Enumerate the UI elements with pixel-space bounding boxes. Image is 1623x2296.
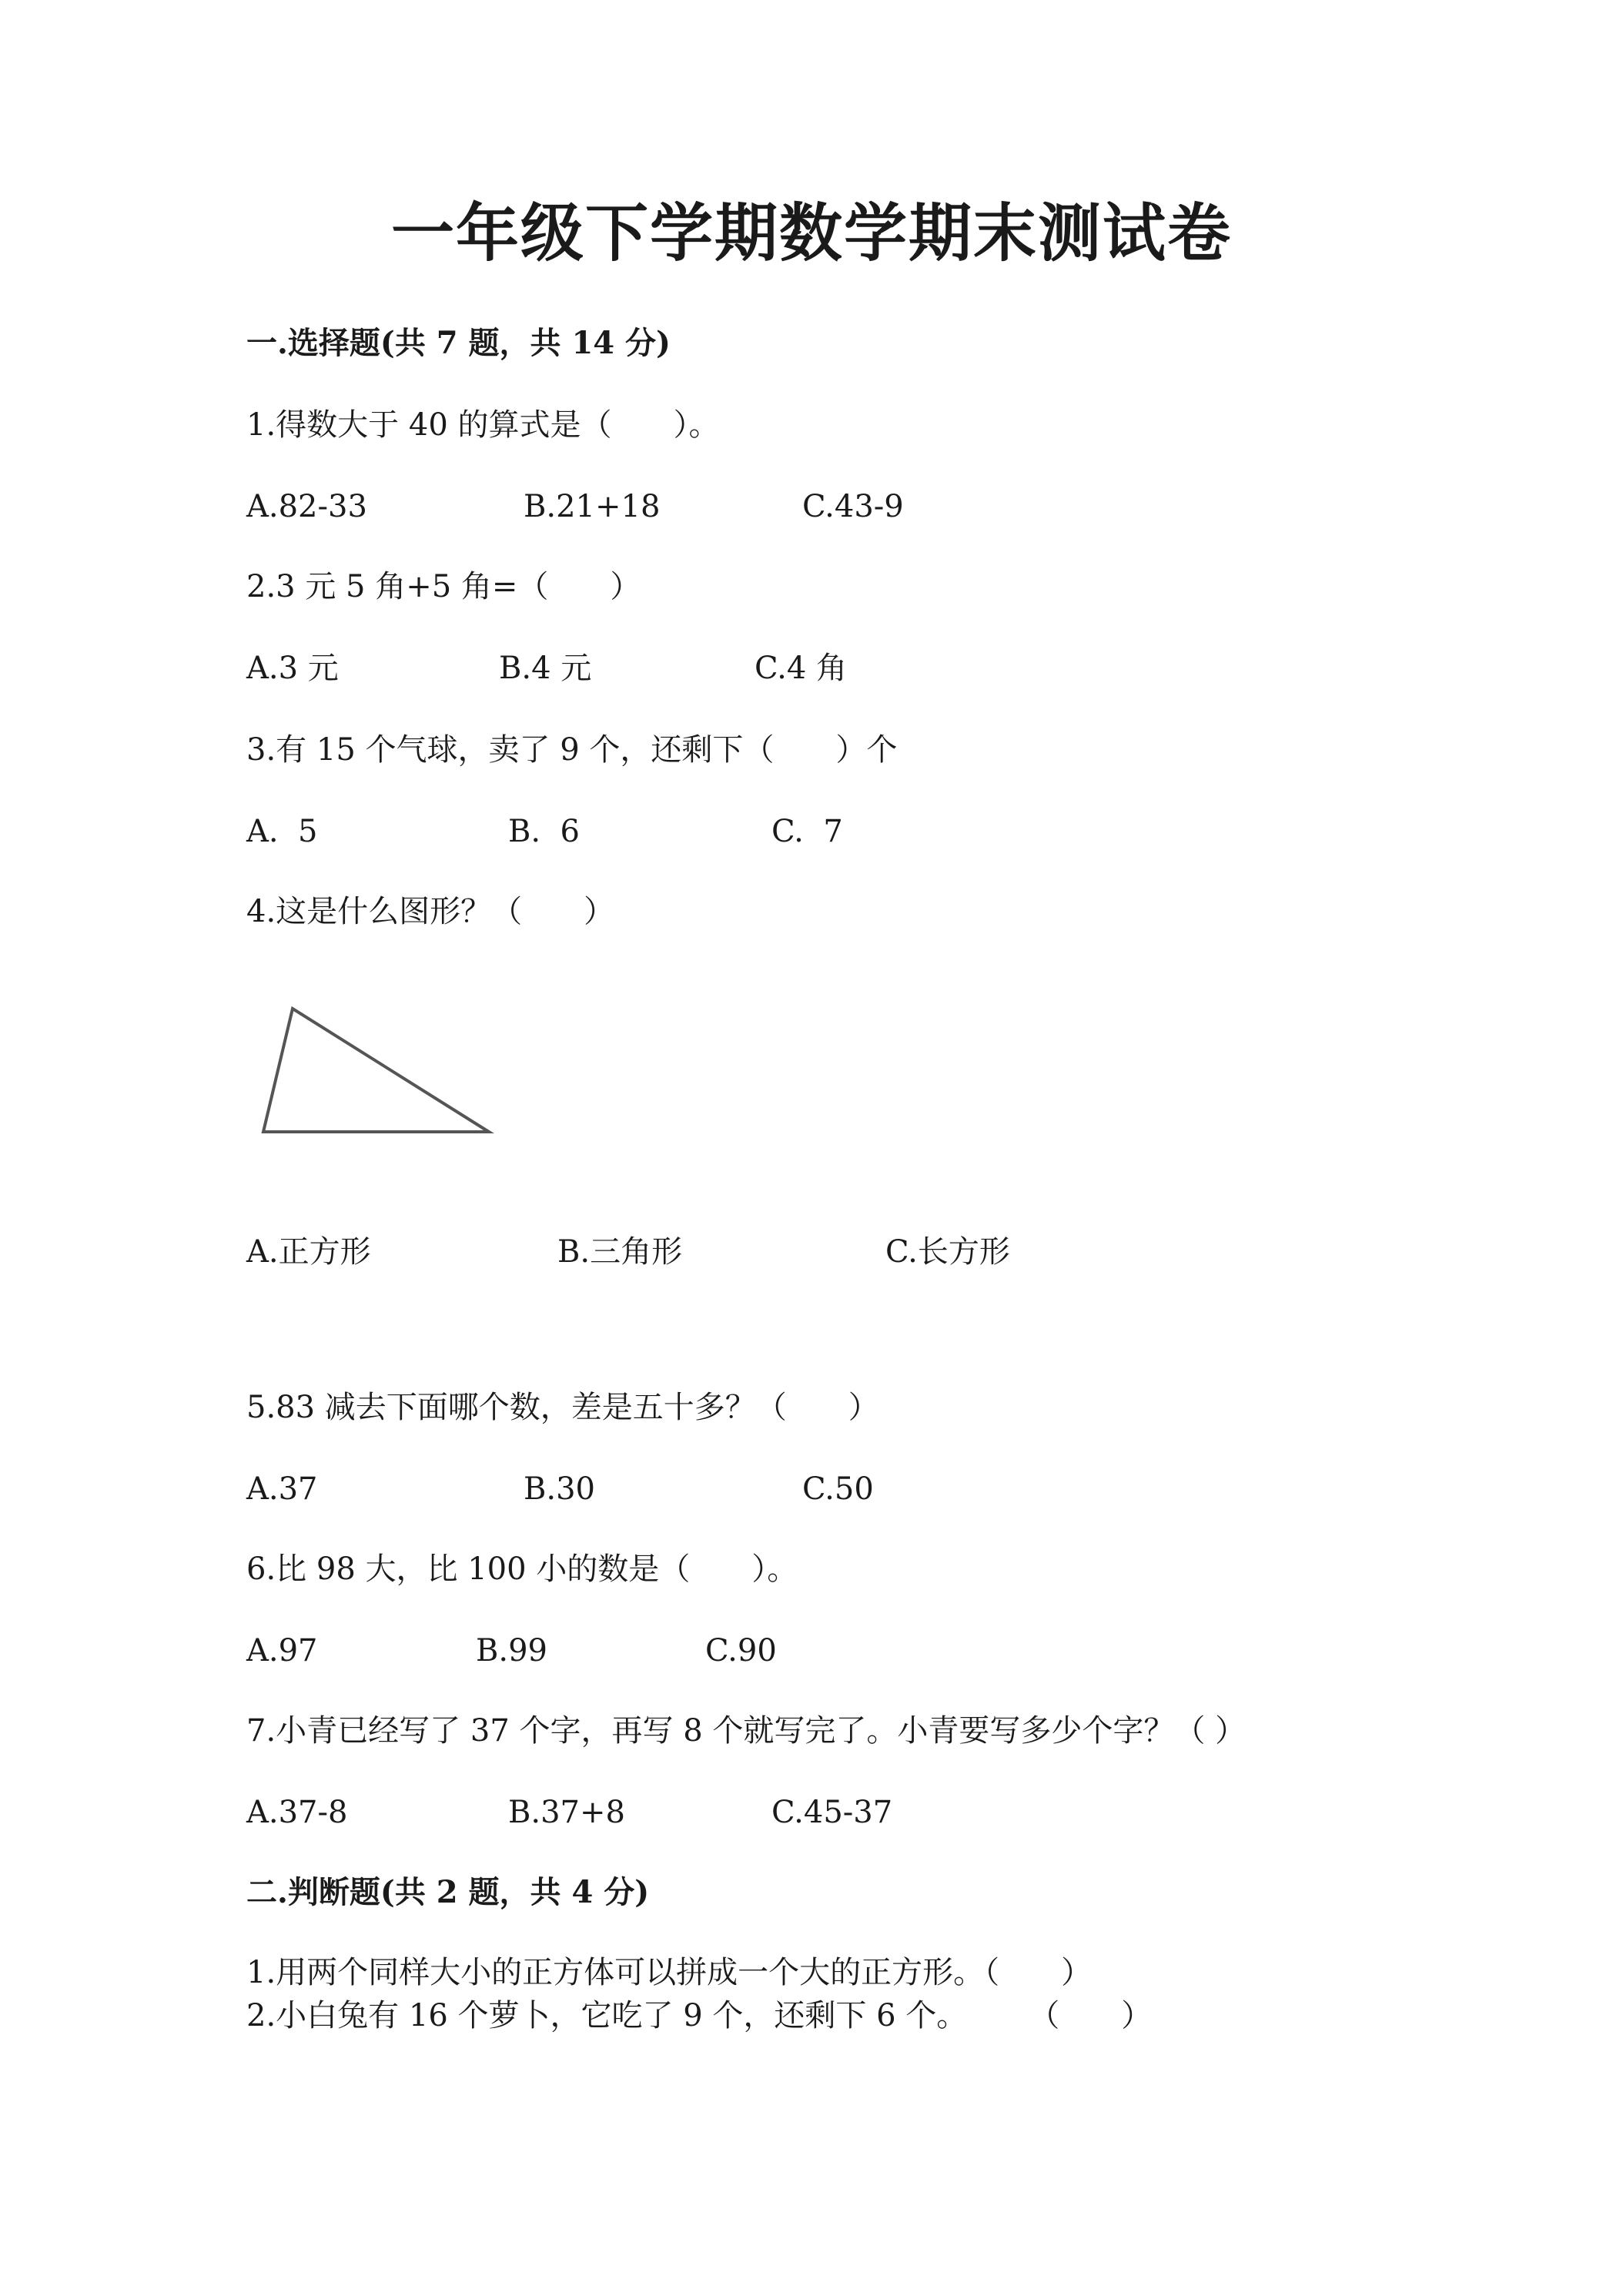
question-2: 2.3 元 5 角+5 角=（ ）: [246, 569, 641, 604]
judgment-question-1: 1.用两个同样大小的正方体可以拼成一个大的正方形。（ ）: [246, 1955, 1093, 1990]
question-4-option-a: A.正方形: [246, 1234, 371, 1270]
judgment-question-2: 2.小白兔有 16 个萝卜，它吃了 9 个，还剩下 6 个。 （ ）: [246, 1998, 1153, 2033]
question-6: 6.比 98 大，比 100 小的数是（ ）。: [246, 1551, 798, 1587]
question-4-option-c: C.长方形: [885, 1234, 1010, 1270]
section-heading-choice: 一.选择题(共 7 题，共 14 分): [246, 325, 671, 361]
question-3-option-a: A. 5: [246, 814, 318, 849]
question-1-option-a: A.82-33: [246, 489, 367, 524]
question-2-option-c: C.4 角: [755, 651, 848, 686]
question-5: 5.83 减去下面哪个数，差是五十多？（ ）: [246, 1390, 879, 1425]
question-1-option-b: B.21+18: [524, 489, 661, 524]
question-6-option-a: A.97: [246, 1633, 318, 1668]
question-7: 7.小青已经写了 37 个字，再写 8 个就写完了。小青要写多少个字？（ ）: [246, 1713, 1247, 1749]
question-7-option-c: C.45-37: [771, 1795, 893, 1830]
question-2-option-a: A.3 元: [246, 651, 339, 686]
question-1: 1.得数大于 40 的算式是（ ）。: [246, 407, 720, 443]
question-3: 3.有 15 个气球，卖了 9 个，还剩下（ ）个: [246, 732, 898, 768]
question-4-option-b: B.三角形: [557, 1234, 683, 1270]
question-5-option-b: B.30: [524, 1471, 596, 1507]
question-3-option-c: C. 7: [771, 814, 843, 849]
triangle-figure: [254, 1001, 508, 1140]
question-6-option-c: C.90: [705, 1633, 777, 1668]
section-heading-judgment: 二.判断题(共 2 题，共 4 分): [246, 1874, 650, 1910]
question-7-option-b: B.37+8: [508, 1795, 625, 1830]
question-7-option-a: A.37-8: [246, 1795, 348, 1830]
question-2-option-b: B.4 元: [499, 651, 592, 686]
question-4: 4.这是什么图形？（ ）: [246, 894, 615, 929]
question-3-option-b: B. 6: [508, 814, 580, 849]
page-title: 一年级下学期数学期末测试卷: [390, 196, 1232, 270]
question-1-option-c: C.43-9: [802, 489, 904, 524]
question-5-option-c: C.50: [802, 1471, 874, 1507]
question-6-option-b: B.99: [476, 1633, 548, 1668]
question-5-option-a: A.37: [246, 1471, 318, 1507]
